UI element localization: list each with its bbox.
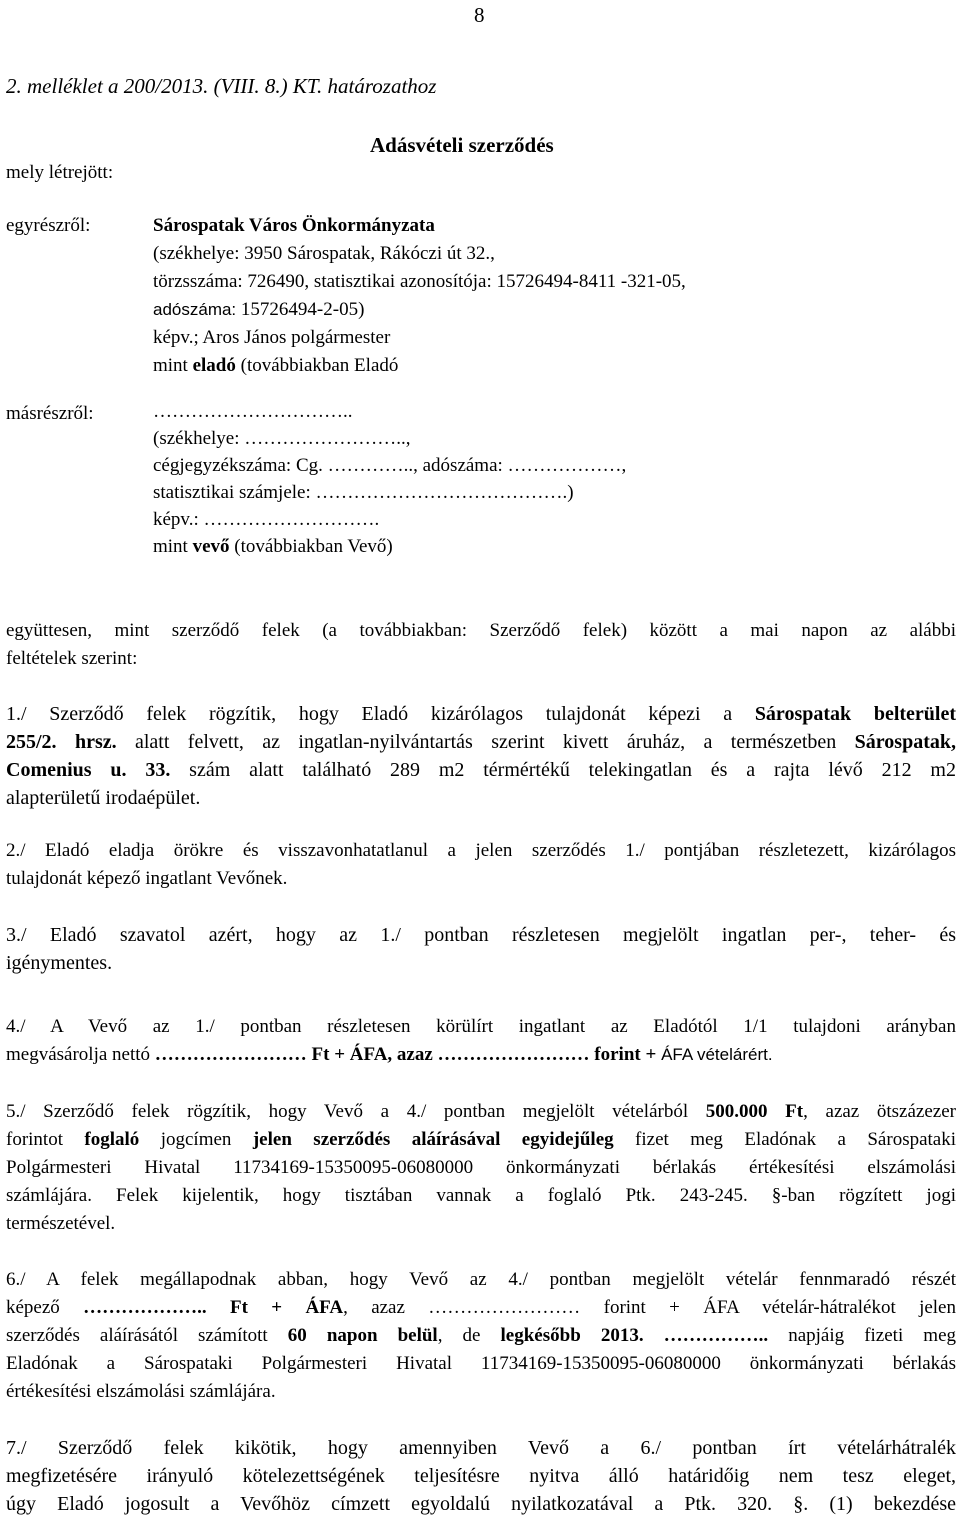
buyer-registration: cégjegyzékszáma: Cg. ………….., adószáma: ………………, bbox=[153, 455, 627, 476]
seller-registration: törzsszáma: 726490, statisztikai azonosítója: 15726494-8411 -321-05, bbox=[153, 271, 686, 292]
buyer-block bbox=[153, 398, 626, 560]
buyer-name: ………………………….. bbox=[153, 401, 353, 422]
seller-representative: képv.; Aros János polgármester bbox=[153, 327, 391, 348]
document-title: Adásvételi szerződés bbox=[370, 133, 554, 157]
paragraph-7: 7./ Szerződő felek kikötik, hogy amennyiben Vevő a 6./ pontban írt vételárhátralék megfizetésére irányuló kötelezettségének teljesítésre nyitva álló határidőig nem tesz eleget, úgy Eladó jogosult a Vevőhöz címzett egyoldalú nyilatkozatával a Ptk. 320. §. (1) bekezdése bbox=[6, 1437, 956, 1515]
seller-block bbox=[153, 212, 686, 380]
paragraph-2: 2./ Eladó eladja örökre és visszavonhatatlanul a jelen szerződés 1./ pontjában részletezett, kizárólagos tulajdonát képező ingatlant Vevőnek. bbox=[6, 840, 956, 889]
intro-paragraph: együttesen, mint szerződő felek (a továbbiakban: Szerződő felek) között a mai napon az alábbi feltételek szerint: bbox=[6, 620, 956, 669]
seller-tax: adószáma: 15726494-2-05) bbox=[153, 299, 365, 320]
paragraph-4: 4./ A Vevő az 1./ pontban részletesen körülírt ingatlant az Eladótól 1/1 tulajdoni arányban megvásárolja nettó …………………… Ft + ÁFA, azaz …………………… forint + ÁFA vételárért. bbox=[6, 1016, 956, 1065]
buyer-seat: (székhelye: …………………….., bbox=[153, 428, 411, 449]
label-one-part: egyrészről: bbox=[6, 215, 91, 236]
annex-heading: 2. melléklet a 200/2013. (VIII. 8.) KT. határozathoz bbox=[6, 74, 437, 98]
paragraph-3: 3./ Eladó szavatol azért, hogy az 1./ pontban részletesen megjelölt ingatlan per-, teher- és igénymentes. bbox=[6, 924, 956, 974]
paragraph-5: 5./ Szerződő felek rögzítik, hogy Vevő a 4./ pontban megjelölt vételárból 500.000 Ft, azaz ötszázezer forintot foglaló jogcímen jelen szerződés aláírásával egyidejűleg fizet meg Eladónak a Sárospataki Polgármesteri Hivatal 11734169-15350095-06080000 önkormányzati bérlakás értékesítési elszámolási számlájára. Felek kijelentik, hogy tisztában vannak a foglaló Ptk. 243-245. §-ban rögzített jogi természetével. bbox=[6, 1101, 957, 1234]
seller-name: Sárospatak Város Önkormányzata bbox=[153, 215, 435, 236]
label-other-part: másrészről: bbox=[6, 403, 94, 424]
seller-seat: (székhelye: 3950 Sárospatak, Rákóczi út 32., bbox=[153, 243, 495, 264]
paragraph-1: 1./ Szerződő felek rögzítik, hogy Eladó kizárólagos tulajdonát képezi a Sárospatak belterület 255/2. hrsz. alatt felvett, az ingatlan-nyilvántartás szerint kivett áruház, a természetben Sárospatak, Comenius u. 33. szám alatt található 289 m2 térmértékű telekingatlan és a rajta lévő 212 m2 alapterületű irodaépület. bbox=[6, 703, 957, 809]
seller-role: mint eladó (továbbiakban Eladó bbox=[153, 355, 399, 376]
paragraph-6: 6./ A felek megállapodnak abban, hogy Vevő az 4./ pontban megjelölt vételár fennmaradó részét képező ……………….. Ft + ÁFA, azaz …………………… forint + ÁFA vételár-hátralékot jelen szerződés aláírásától számított 60 napon belül, de legkésőbb 2013. …………….. napjáig fizeti meg Eladónak a Sárospataki Polgármesteri Hivatal 11734169-15350095-06080000 önkormányzati bérlakás értékesítési elszámolási számlájára. bbox=[6, 1269, 957, 1402]
label-created: mely létrejött: bbox=[6, 162, 114, 183]
buyer-statistics: statisztikai számjele: ………………………………….) bbox=[153, 482, 574, 503]
page-number: 8 bbox=[474, 3, 485, 27]
buyer-role: mint vevő (továbbiakban Vevő) bbox=[153, 536, 393, 557]
buyer-representative: képv.: ………………………. bbox=[153, 509, 380, 530]
